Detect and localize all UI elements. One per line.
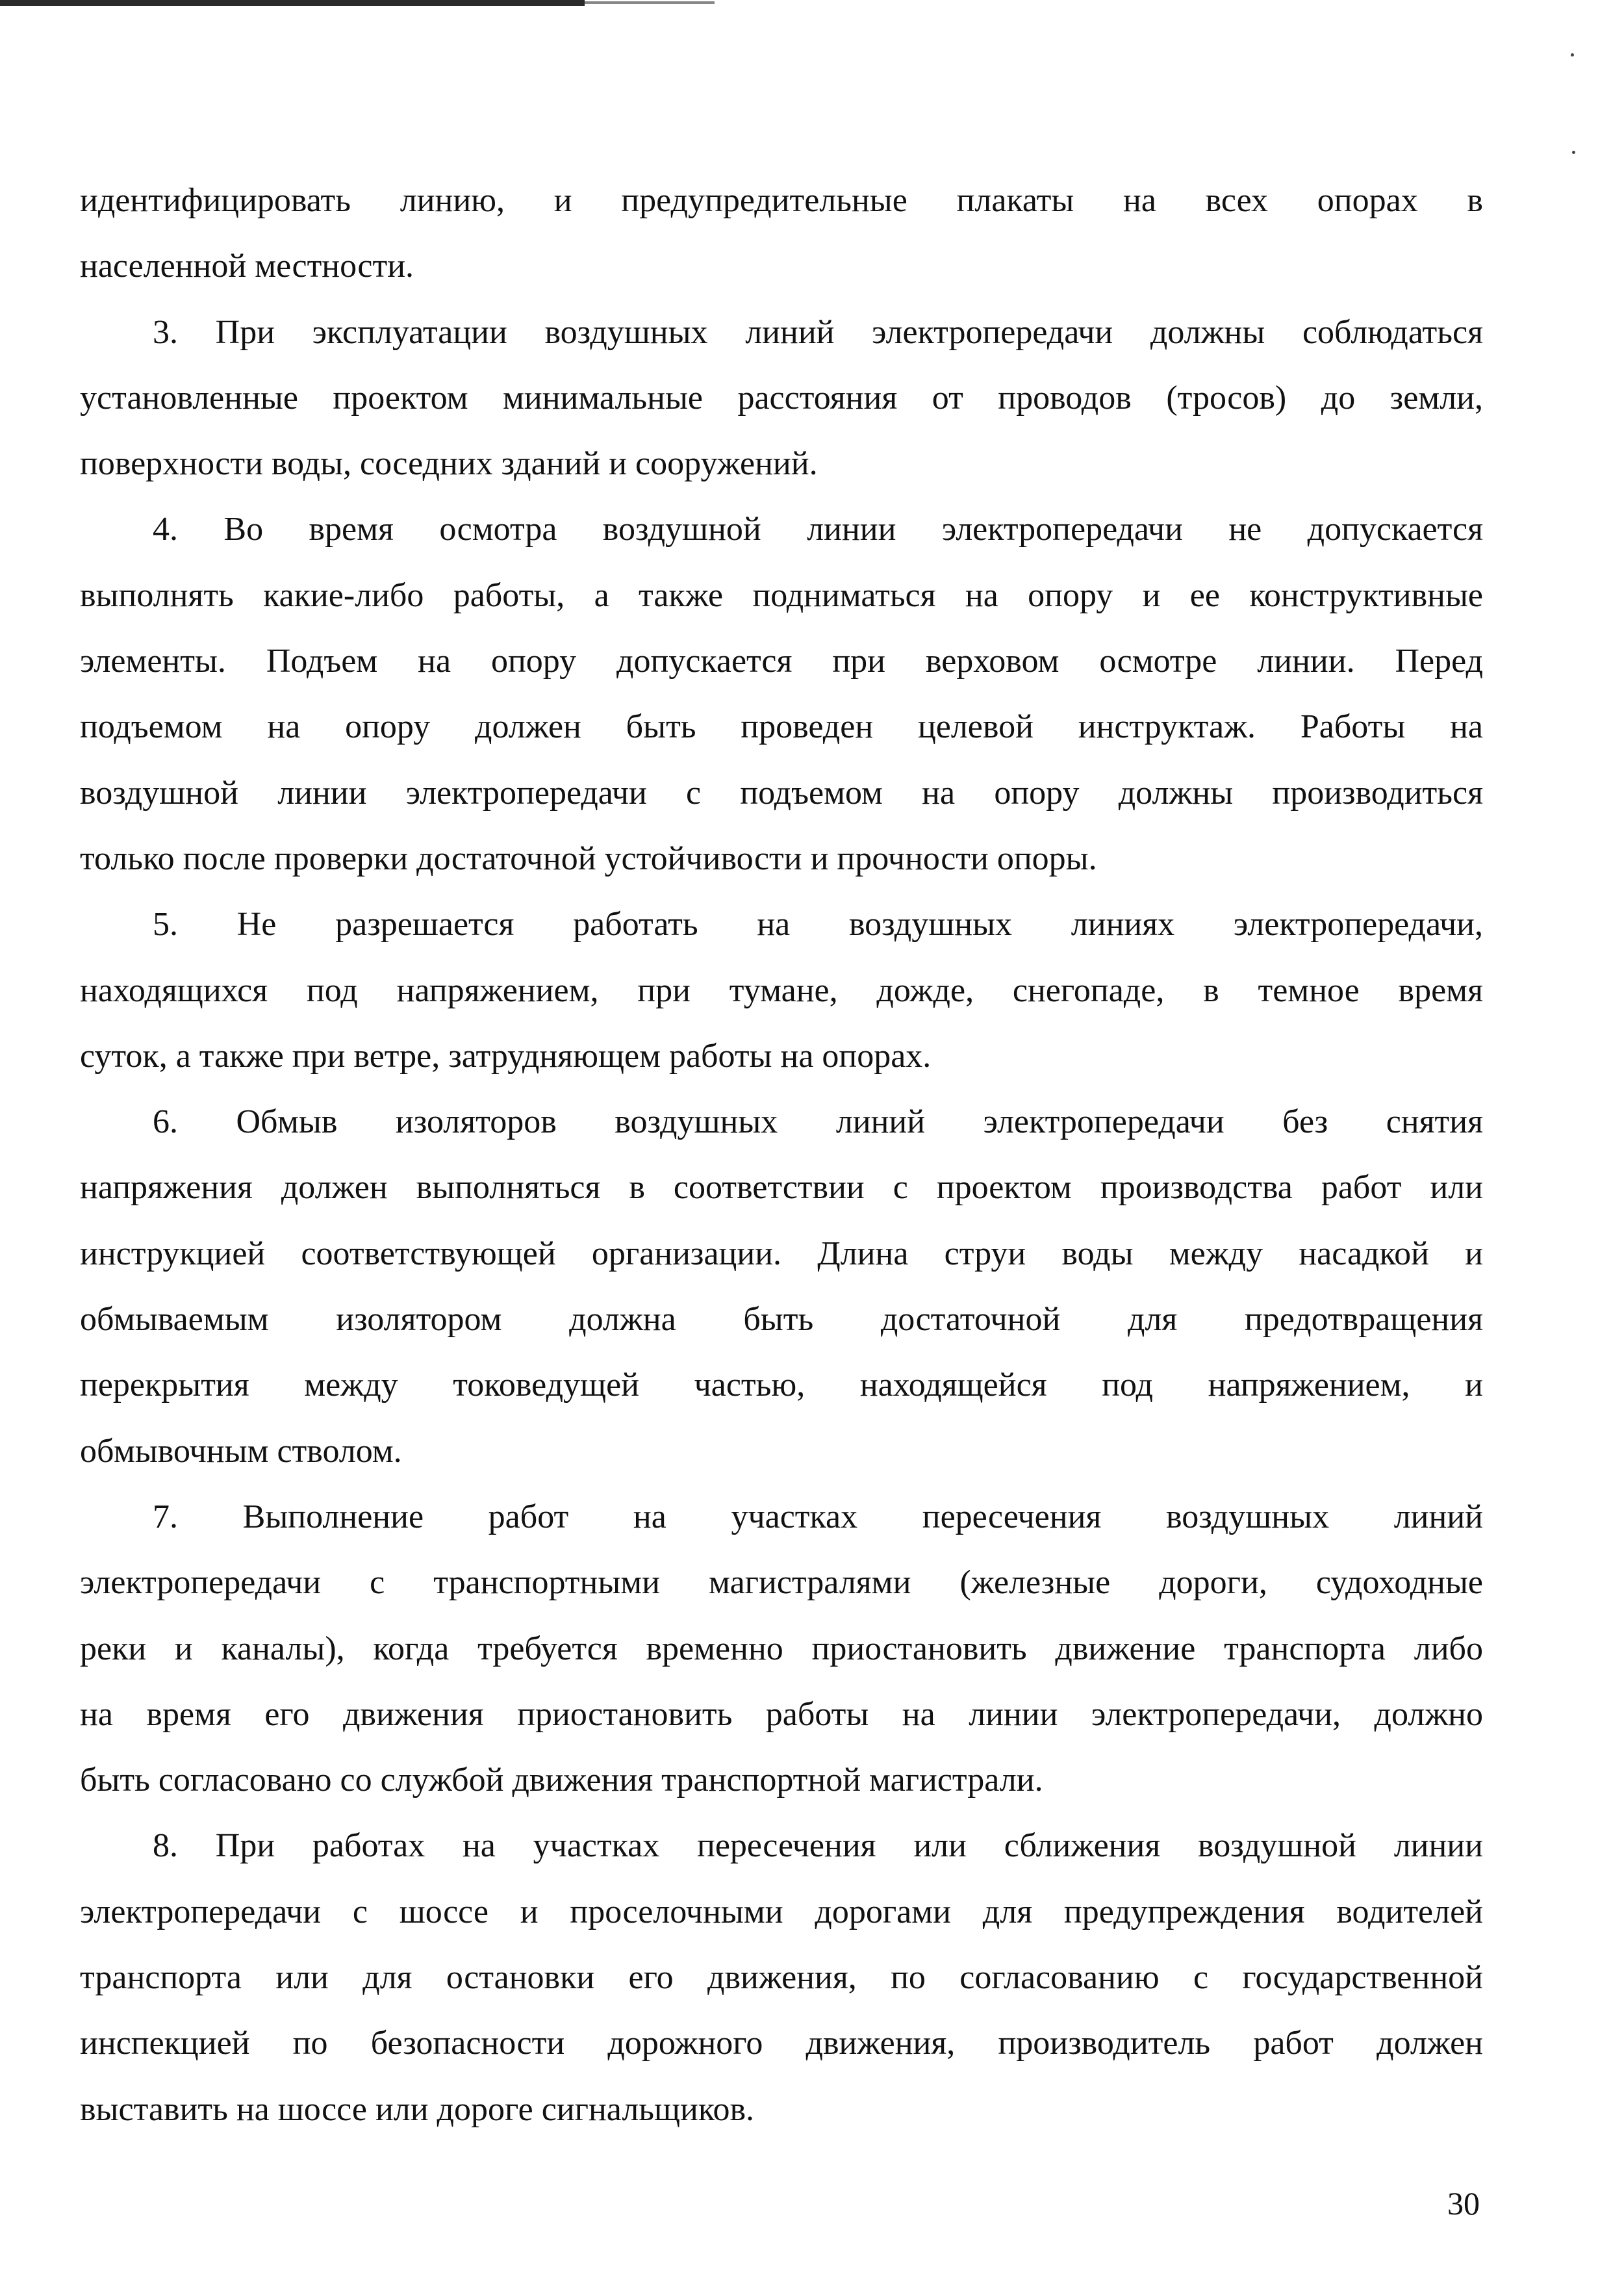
text-line: электропередачи с шоссе и проселочными дорогами для предупреждения водителей: [80, 1893, 1483, 1930]
text-line: находящихся под напряжением, при тумане, дожде, снегопаде, в темное время: [80, 971, 1483, 1009]
paragraph: [80, 300, 1483, 497]
text-line: инструкцией соответствующей организации. Длина струи воды между насадкой и: [80, 1235, 1483, 1272]
document-body: [80, 168, 1483, 2142]
text-line: электропередачи с транспортными магистралями (железные дороги, судоходные: [80, 1564, 1483, 1602]
paragraph: [80, 891, 1483, 1089]
text-line: выставить на шоссе или дороге сигнальщиков.: [80, 2090, 755, 2128]
paragraph: [80, 496, 1483, 891]
text-line: подъемом на опору должен быть проведен целевой инструктаж. Работы на: [80, 708, 1483, 746]
text-line: только после проверки достаточной устойчивости и прочности опоры.: [80, 839, 1097, 877]
text-line: 7. Выполнение работ на участках пересечения воздушных линий: [153, 1498, 1483, 1535]
text-line: инспекцией по безопасности дорожного движения, производитель работ должен: [80, 2025, 1483, 2062]
text-line: на время его движения приостановить работы на линии электропередачи, должно: [80, 1695, 1483, 1733]
text-line: идентифицировать линию, и предупредительные плакаты на всех опорах в: [80, 182, 1483, 219]
scan-edge-artifact: [585, 1, 715, 4]
text-line: 6. Обмыв изоляторов воздушных линий электропередачи без снятия: [153, 1103, 1483, 1141]
scan-speck: [1572, 151, 1575, 154]
text-line: установленные проектом минимальные расстояния от проводов (тросов) до земли,: [80, 379, 1483, 416]
page-number: 30: [1447, 2185, 1480, 2222]
text-line: обмываемым изолятором должна быть достаточной для предотвращения: [80, 1301, 1483, 1339]
text-line: напряжения должен выполняться в соответствии с проектом производства работ или: [80, 1169, 1483, 1207]
paragraph: [80, 1484, 1483, 1813]
text-line: быть согласовано со службой движения транспортной магистрали.: [80, 1761, 1043, 1799]
text-line: населенной местности.: [80, 248, 414, 285]
text-line: элементы. Подъем на опору допускается при верховом осмотре линии. Перед: [80, 643, 1483, 680]
text-line: 3. При эксплуатации воздушных линий электропередачи должны соблюдаться: [153, 313, 1483, 351]
paragraph: [80, 168, 1483, 300]
text-line: суток, а также при ветре, затрудняющем работы на опорах.: [80, 1037, 932, 1075]
text-line: воздушной линии электропередачи с подъемом на опору должны производиться: [80, 774, 1483, 812]
scan-speck: [1571, 53, 1574, 57]
text-line: поверхности воды, соседних зданий и сооружений.: [80, 445, 818, 483]
text-line: обмывочным стволом.: [80, 1432, 402, 1470]
text-line: выполнять какие-либо работы, а также подниматься на опору и ее конструктивные: [80, 576, 1483, 614]
text-line: перекрытия между токоведущей частью, находящейся под напряжением, и: [80, 1366, 1483, 1404]
text-line: транспорта или для остановки его движения, по согласованию с государственной: [80, 1959, 1483, 1997]
paragraph: [80, 1813, 1483, 2142]
scan-edge-artifact: [0, 0, 585, 6]
text-line: 8. При работах на участках пересечения или сближения воздушной линии: [153, 1827, 1483, 1865]
text-line: 5. Не разрешается работать на воздушных линиях электропередачи,: [153, 906, 1483, 943]
paragraph: [80, 1089, 1483, 1484]
text-line: реки и каналы), когда требуется временно приостановить движение транспорта либо: [80, 1630, 1483, 1667]
text-line: 4. Во время осмотра воздушной линии электропередачи не допускается: [153, 511, 1483, 548]
